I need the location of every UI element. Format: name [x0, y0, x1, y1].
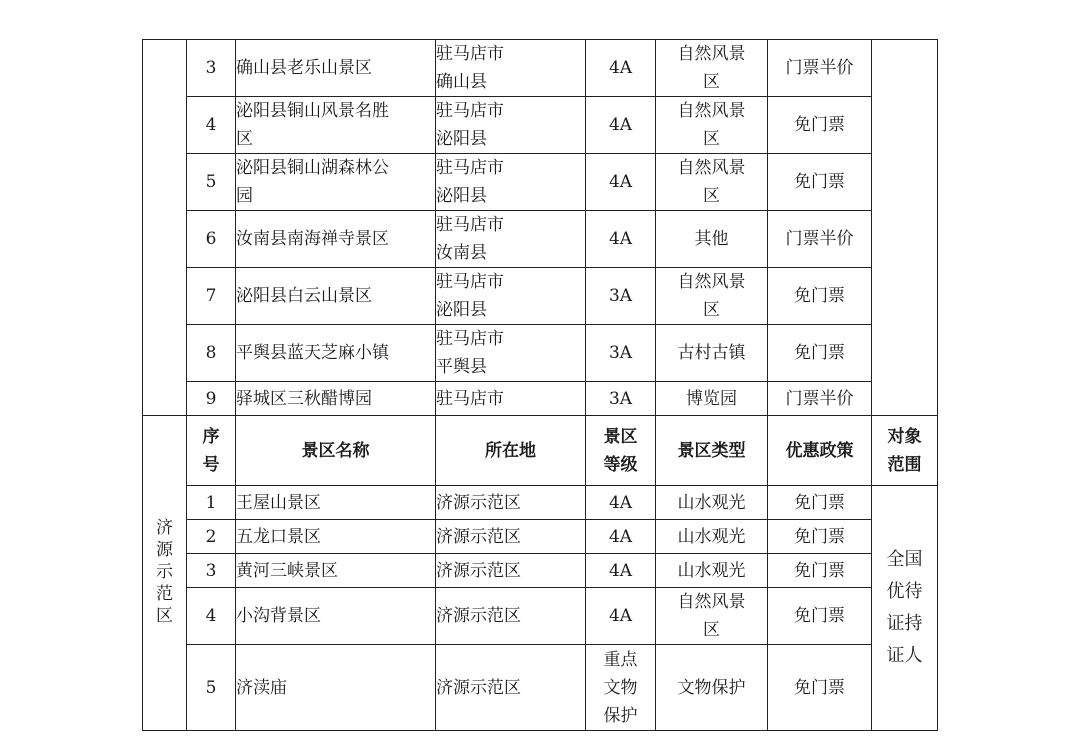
row-number: 4: [187, 588, 236, 645]
scenic-type-text: 自然风景区: [677, 44, 746, 92]
location: 济源示范区: [436, 486, 586, 520]
header-policy: 优惠政策: [768, 416, 872, 486]
grade: 4A: [586, 97, 656, 154]
scenic-type: [656, 97, 768, 154]
location: [436, 268, 586, 325]
row-number: 6: [187, 211, 236, 268]
table-row: [143, 520, 938, 554]
eligible-scope: 全国优待证持证人: [886, 549, 923, 666]
discount-policy: 门票半价: [768, 211, 872, 268]
scope-cell-zhumadian: [872, 40, 938, 416]
row-number: 3: [187, 554, 236, 588]
location: 驻马店市: [436, 382, 586, 416]
scenic-name: 汝南县南海禅寺景区: [236, 211, 436, 268]
location-text: 驻马店市泌阳县: [436, 101, 504, 149]
row-number: 2: [187, 520, 236, 554]
table-row: [143, 325, 938, 382]
scenic-type: 古村古镇: [656, 325, 768, 382]
scenic-name-text: 泌阳县铜山湖森林公园: [236, 158, 389, 206]
grade: 4A: [586, 554, 656, 588]
scenic-type: 文物保护: [656, 645, 768, 731]
header-scope: [872, 416, 938, 486]
group-cell-jiyuan: [143, 416, 187, 731]
grade: 4A: [586, 588, 656, 645]
grade: 4A: [586, 154, 656, 211]
discount-policy: 免门票: [768, 486, 872, 520]
scenic-name: 五龙口景区: [236, 520, 436, 554]
discount-policy: 免门票: [768, 154, 872, 211]
table-row: [143, 40, 938, 97]
scenic-name: 泌阳县白云山景区: [236, 268, 436, 325]
table-row: [143, 554, 938, 588]
scenic-name: 确山县老乐山景区: [236, 40, 436, 97]
location: 济源示范区: [436, 520, 586, 554]
row-number: 8: [187, 325, 236, 382]
header-name: 景区名称: [236, 416, 436, 486]
scenic-type-text: 自然风景区: [677, 272, 746, 320]
scenic-type: 博览园: [656, 382, 768, 416]
location-text: 驻马店市泌阳县: [436, 272, 504, 320]
grade: 3A: [586, 382, 656, 416]
location-text: 驻马店市汝南县: [436, 215, 504, 263]
grade: 3A: [586, 325, 656, 382]
scenic-name: 王屋山景区: [236, 486, 436, 520]
table-row: [143, 268, 938, 325]
location: 济源示范区: [436, 645, 586, 731]
scenic-type: 山水观光: [656, 486, 768, 520]
table-row: [143, 645, 938, 731]
header-grade-text: 景区等级: [603, 426, 638, 475]
grade: 4A: [586, 211, 656, 268]
header-number-text: 序号: [202, 426, 220, 475]
group-label: 济源示范区: [156, 517, 173, 626]
scenic-name: 济渎庙: [236, 645, 436, 731]
row-number: 5: [187, 154, 236, 211]
location: 济源示范区: [436, 588, 586, 645]
scenic-name: 驿城区三秋醋博园: [236, 382, 436, 416]
location: 济源示范区: [436, 554, 586, 588]
discount-policy: 门票半价: [768, 382, 872, 416]
header-scope-text: 对象范围: [887, 426, 922, 475]
row-number: 3: [187, 40, 236, 97]
table-row: [143, 588, 938, 645]
scenic-name: 平舆县蓝天芝麻小镇: [236, 325, 436, 382]
row-number: 5: [187, 645, 236, 731]
grade: 4A: [586, 486, 656, 520]
row-number: 9: [187, 382, 236, 416]
group-cell-zhumadian: [143, 40, 187, 416]
grade: [586, 645, 656, 731]
discount-policy: 门票半价: [768, 40, 872, 97]
scenic-spots-table: [142, 39, 938, 731]
scenic-type: [656, 268, 768, 325]
scenic-type-text: 自然风景区: [677, 101, 746, 149]
header-location: 所在地: [436, 416, 586, 486]
scenic-name: 小沟背景区: [236, 588, 436, 645]
discount-policy: 免门票: [768, 645, 872, 731]
scenic-name: [236, 154, 436, 211]
table-row: [143, 211, 938, 268]
header-row: [143, 416, 938, 486]
scenic-type-text: 自然风景区: [677, 158, 746, 206]
location-text: 驻马店市泌阳县: [436, 158, 504, 206]
location: [436, 97, 586, 154]
scenic-type: [656, 588, 768, 645]
table-row: [143, 97, 938, 154]
location: [436, 211, 586, 268]
row-number: 1: [187, 486, 236, 520]
scenic-type: 山水观光: [656, 554, 768, 588]
location: [436, 325, 586, 382]
table-row: [143, 382, 938, 416]
discount-policy: 免门票: [768, 268, 872, 325]
scenic-type: 其他: [656, 211, 768, 268]
scenic-type-text: 自然风景区: [677, 592, 746, 640]
discount-policy: 免门票: [768, 588, 872, 645]
location: [436, 40, 586, 97]
grade: 4A: [586, 40, 656, 97]
scenic-type: [656, 40, 768, 97]
row-number: 7: [187, 268, 236, 325]
discount-policy: 免门票: [768, 554, 872, 588]
location-text: 驻马店市确山县: [436, 44, 504, 92]
location-text: 驻马店市平舆县: [436, 329, 504, 377]
discount-policy: 免门票: [768, 325, 872, 382]
header-type: 景区类型: [656, 416, 768, 486]
location: [436, 154, 586, 211]
table-row: [143, 154, 938, 211]
header-number: [187, 416, 236, 486]
scenic-type: [656, 154, 768, 211]
table-row: [143, 486, 938, 520]
scenic-name: [236, 97, 436, 154]
scenic-type: 山水观光: [656, 520, 768, 554]
scope-cell-jiyuan: [872, 486, 938, 731]
grade: 3A: [586, 268, 656, 325]
header-grade: [586, 416, 656, 486]
grade-text: 重点文物保护: [603, 649, 638, 726]
scenic-name: 黄河三峡景区: [236, 554, 436, 588]
discount-policy: 免门票: [768, 520, 872, 554]
row-number: 4: [187, 97, 236, 154]
grade: 4A: [586, 520, 656, 554]
discount-policy: 免门票: [768, 97, 872, 154]
scenic-name-text: 泌阳县铜山风景名胜区: [236, 101, 389, 149]
